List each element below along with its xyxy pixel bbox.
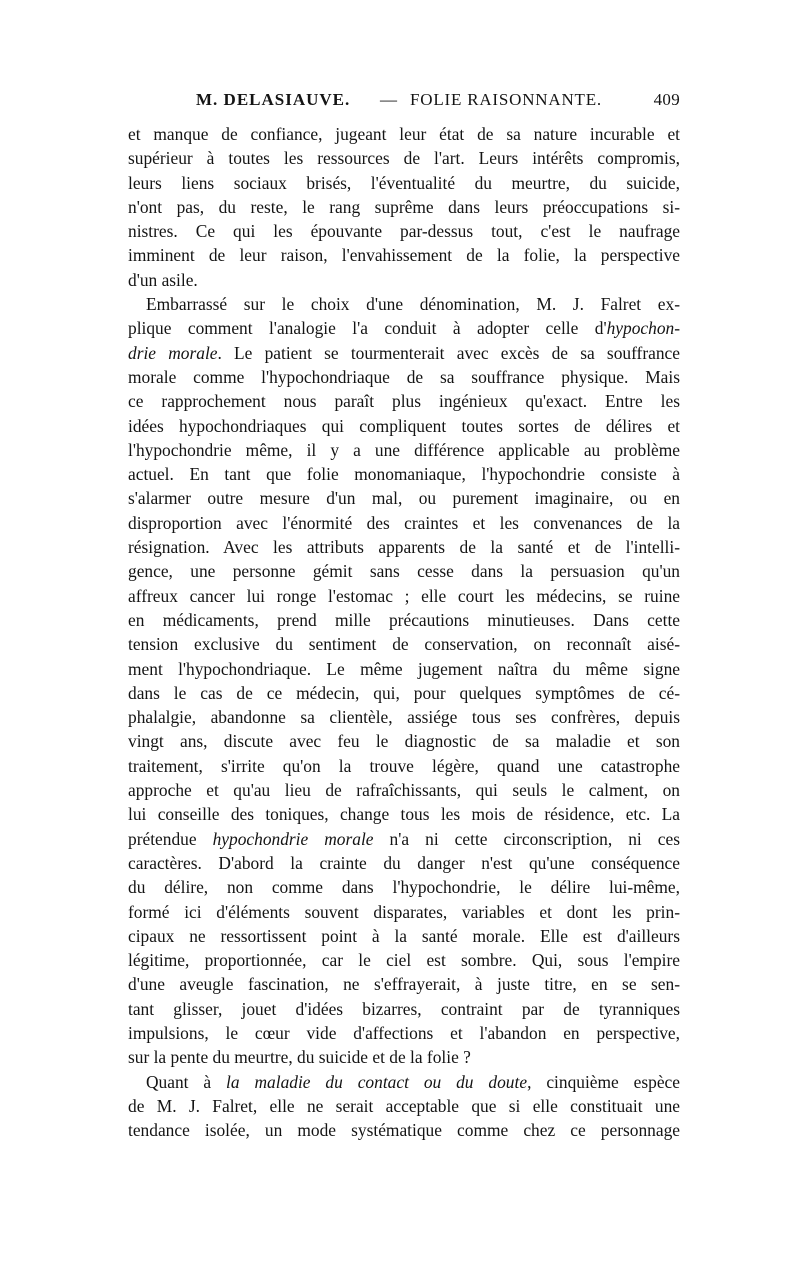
running-header: [128, 90, 680, 116]
text-segment: résignation. Avec les attributs apparents de la santé et de l'intelli-: [128, 537, 680, 558]
text-line: [128, 705, 680, 729]
text-line: [128, 535, 680, 559]
italic-text: hypochon-: [606, 318, 680, 339]
text-segment: . Le patient se tourmenterait avec excès de sa souffrance: [217, 342, 680, 363]
text-line: [128, 875, 680, 899]
italic-text: la maladie du contact ou du doute: [226, 1071, 528, 1092]
text-segment: dans le cas de ce médecin, qui, pour quelques symptômes de cé-: [128, 682, 680, 703]
text-segment: nistres. Ce qui les épouvante par-dessus tout, c'est le naufrage: [128, 221, 680, 242]
text-line: [128, 292, 680, 316]
text-segment: Embarrassé sur le choix d'une dénomination, M. J. Falret ex-: [146, 294, 680, 315]
text-line: [128, 1021, 680, 1045]
header-author: M. DELASIAUVE.: [196, 90, 351, 109]
text-segment: n'a ni cette circonscription, ni ces: [373, 828, 680, 849]
text-line: [128, 608, 680, 632]
text-segment: tension exclusive du sentiment de conservation, on reconnaît aisé-: [128, 634, 680, 655]
text-segment: en médicaments, prend mille précautions minutieuses. Dans cette: [128, 609, 680, 630]
text-line: [128, 122, 680, 146]
text-segment: légitime, proportionnée, car le ciel est sombre. Qui, sous l'empire: [128, 950, 680, 971]
text-line: [128, 389, 680, 413]
text-line: [128, 462, 680, 486]
text-line: [128, 1045, 680, 1069]
text-segment: formé ici d'éléments souvent disparates, variables et dont les prin-: [128, 901, 680, 922]
text-segment: de M. J. Falret, elle ne serait acceptable que si elle constituait une: [128, 1095, 680, 1116]
text-line: [128, 900, 680, 924]
text-line: [128, 171, 680, 195]
text-line: [128, 316, 680, 340]
text-line: [128, 438, 680, 462]
text-segment: approche et qu'au lieu de rafraîchissants, qui seuls le calment, on: [128, 780, 680, 801]
text-segment: imminent de leur raison, l'envahissement de la folie, la perspective: [128, 245, 680, 266]
text-segment: phalalgie, abandonne sa clientèle, assiége tous ses confrères, depuis: [128, 707, 680, 728]
text-segment: affreux cancer lui ronge l'estomac ; elle court les médecins, se ruine: [128, 585, 680, 606]
text-segment: du délire, non comme dans l'hypochondrie, le délire lui-même,: [128, 877, 680, 898]
text-line: [128, 851, 680, 875]
italic-text: hypochondrie morale: [212, 828, 374, 849]
text-segment: prétendue: [128, 828, 213, 849]
text-line: [128, 511, 680, 535]
text-segment: d'un asile.: [128, 269, 198, 290]
text-segment: idées hypochondriaques qui compliquent toutes sortes de délires et: [128, 415, 680, 436]
text-line: [128, 754, 680, 778]
text-segment: morale comme l'hypochondriaque de sa souffrance physique. Mais: [128, 366, 680, 387]
text-line: [128, 341, 680, 365]
body-text: [128, 122, 680, 1142]
text-segment: Quant à: [146, 1071, 227, 1092]
text-line: [128, 268, 680, 292]
text-line: [128, 414, 680, 438]
text-segment: tant glisser, jouet d'idées bizarres, contraint par de tyranniques: [128, 998, 680, 1019]
text-line: [128, 559, 680, 583]
text-line: [128, 924, 680, 948]
text-segment: tendance isolée, un mode systématique comme chez ce personnage: [128, 1120, 680, 1141]
text-segment: et manque de confiance, jugeant leur état de sa nature incurable et: [128, 124, 680, 144]
text-line: [128, 778, 680, 802]
text-line: [128, 219, 680, 243]
text-segment: n'ont pas, du reste, le rang suprême dans leurs préoccupations si-: [128, 196, 680, 217]
text-line: [128, 365, 680, 389]
text-line: [128, 802, 680, 826]
text-segment: d'une aveugle fascination, ne s'effrayerait, à juste titre, en se sen-: [128, 974, 680, 995]
text-line: [128, 948, 680, 972]
text-segment: ment l'hypochondriaque. Le même jugement naîtra du même signe: [128, 658, 680, 679]
text-segment: actuel. En tant que folie monomaniaque, l'hypochondrie consiste à: [128, 464, 680, 485]
text-line: [128, 195, 680, 219]
text-segment: disproportion avec l'énormité des craintes et les convenances de la: [128, 512, 680, 533]
text-line: [128, 657, 680, 681]
text-line: [128, 997, 680, 1021]
text-segment: l'hypochondrie même, il y a une différence applicable au problème: [128, 439, 680, 460]
text-segment: plique comment l'analogie l'a conduit à adopter celle d': [128, 318, 607, 339]
text-segment: , cinquième espèce: [527, 1071, 680, 1092]
text-segment: lui conseille des toniques, change tous les mois de résidence, etc. La: [128, 804, 680, 825]
text-line: [128, 1094, 680, 1118]
text-segment: cipaux ne ressortissent point à la santé morale. Elle est d'ailleurs: [128, 925, 680, 946]
text-segment: impulsions, le cœur vide d'affections et l'abandon en perspective,: [128, 1022, 680, 1043]
text-segment: supérieur à toutes les ressources de l'art. Leurs intérêts compromis,: [128, 148, 680, 169]
text-segment: leurs liens sociaux brisés, l'éventualité du meurtre, du suicide,: [128, 172, 680, 193]
text-line: [128, 972, 680, 996]
text-segment: vingt ans, discute avec feu le diagnostic de sa maladie et son: [128, 731, 680, 752]
text-segment: gence, une personne gémit sans cesse dans la persuasion qu'un: [128, 561, 680, 582]
header-dash: —: [380, 90, 398, 109]
text-segment: traitement, s'irrite qu'on la trouve légère, quand une catastrophe: [128, 755, 680, 776]
text-segment: s'alarmer outre mesure d'un mal, ou purement imaginaire, ou en: [128, 488, 680, 509]
text-segment: sur la pente du meurtre, du suicide et de la folie ?: [128, 1047, 471, 1068]
text-line: [128, 729, 680, 753]
text-segment: ce rapprochement nous paraît plus ingénieux qu'exact. Entre les: [128, 391, 680, 412]
text-line: [128, 584, 680, 608]
text-segment: caractères. D'abord la crainte du danger n'est qu'une conséquence: [128, 852, 680, 873]
text-line: [128, 681, 680, 705]
text-line: [128, 243, 680, 267]
text-line: [128, 632, 680, 656]
text-line: [128, 1118, 680, 1142]
text-line: [128, 486, 680, 510]
text-line: [128, 827, 680, 851]
text-line: [128, 1070, 680, 1094]
text-line: [128, 146, 680, 170]
header-title: FOLIE RAISONNANTE.: [410, 90, 602, 109]
page-number: 409: [653, 90, 680, 109]
italic-text: drie morale: [128, 342, 218, 363]
